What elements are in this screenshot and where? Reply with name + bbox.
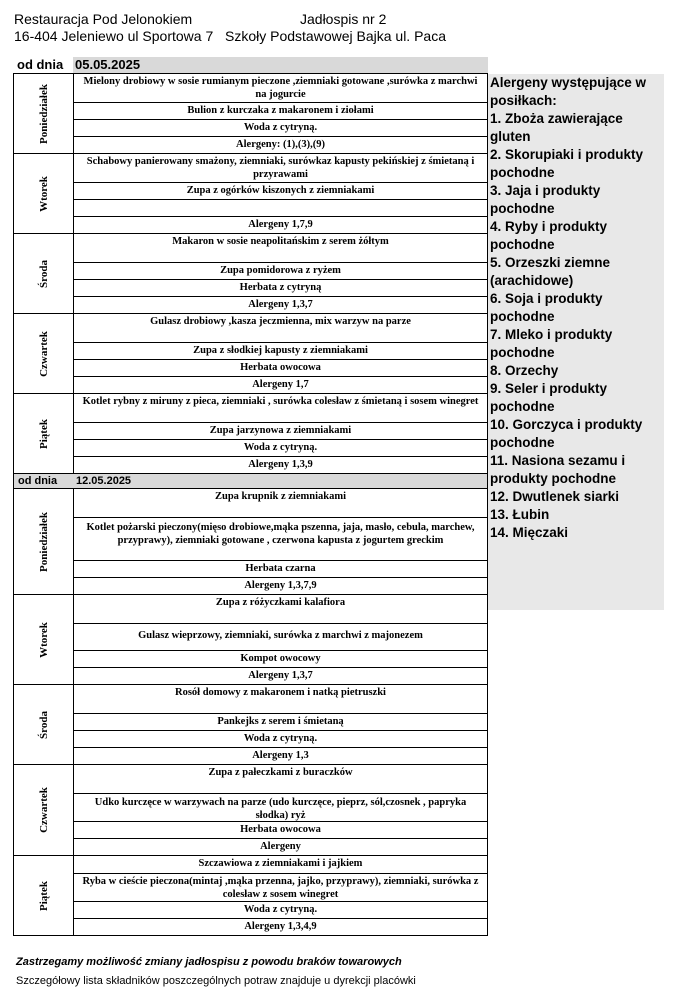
menu-title: Jadłospis nr 2 [300,11,387,27]
day-name: Piątek [37,418,50,449]
day-cell [14,856,74,935]
footer-info: Szczegółowy lista składników poszczególnych potraw znajduje u dyrekcji placówki [16,975,416,987]
week-2-date: 12.05.2025 [76,475,132,487]
drink: Kompot owocowy [74,650,487,667]
soup: Zupa z różyczkami kalafiora [215,597,346,608]
week-1-monday [13,73,488,153]
allergen-item: 11. Nasiona sezamu i produkty pochodne [490,453,626,486]
drink: Woda z cytryną. [74,901,487,918]
soup: Zupa z słodkiej kapusty z ziemniakami [74,342,487,359]
week-2-wednesday [13,684,488,764]
week-1-thursday [13,313,488,393]
allergens-line: Alergeny 1,3 [74,747,487,764]
drink: Herbata owocowa [74,359,487,376]
day-name: Czwartek [37,330,50,377]
restaurant-name: Restauracja Pod Jelonokiem [14,11,193,27]
main-dish: Kotlet pożarski pieczony(mięso drobiowe,mąka pszenna, jaja, masło, cebula, marchew, przyprawy), ziemniaki gotowane , czerwona kapusta z jogurtem greckim [74,517,487,560]
day-cell [14,314,74,393]
week-2-date-row [13,473,488,488]
day-name: Poniedziałek [37,83,50,144]
allergen-item: 12. Dwutlenek siarki [490,489,620,504]
main-dish: Kotlet rybny z miruny z pieca, ziemniaki , surówka colesław z śmietaną i sosem winegret [82,396,479,407]
allergen-item: 9. Seler i produkty pochodne [490,381,608,414]
week-2-monday [13,488,488,594]
day-cell [14,685,74,764]
allergen-item: 4. Ryby i produkty pochodne [490,219,608,252]
day-cell [14,489,74,594]
main-dish: Gulasz drobiowy ,kasza jeczmienna, mix warzyw na parze [150,316,411,327]
drink: Herbata czarna [74,560,487,577]
allergen-item: 1. Zboża zawierające gluten [490,111,623,144]
allergen-item: 14. Mięczaki [490,525,569,540]
footer-note: Zastrzegamy możliwość zmiany jadłospisu z powodu braków towarowych [16,956,402,968]
week-2-thursday [13,764,488,855]
drink: Herbata owocowa [74,821,487,838]
allergens-line: Alergeny 1,3,7 [74,296,487,313]
drink: Herbata z cytryną [74,279,487,296]
day-name: Środa [37,259,50,288]
allergens-line: Alergeny 1,3,9 [74,456,487,473]
allergen-item: 5. Orzeszki ziemne (arachidowe) [490,255,611,288]
day-name: Wtorek [37,175,50,212]
week-1-date: 05.05.2025 [73,57,488,73]
soup: Szczawiowa z ziemniakami i jajkiem [198,858,363,869]
day-name: Poniedziałek [37,511,50,572]
allergen-item: 2. Skorupiaki i produkty pochodne [490,147,644,180]
day-cell [14,394,74,473]
soup: Rosół domowy z makaronem i natką pietruszki [175,687,386,698]
allergen-item: 8. Orzechy [490,363,559,378]
drink [74,199,487,216]
soup: Zupa z ogórków kiszonych z ziemniakami [74,182,487,199]
day-cell [14,595,74,684]
allergens-line: Alergeny [74,838,487,855]
week-1-friday [13,393,488,473]
day-name: Czwartek [37,787,50,833]
allergens-line: Alergeny 1,3,7,9 [74,577,487,594]
soup: Zupa z pałeczkami z buraczków [208,767,353,778]
day-name: Piątek [37,880,50,911]
week-1-wednesday [13,233,488,313]
week-2-friday [13,855,488,936]
school-name: Szkoły Podstawowej Bajka ul. Paca [225,28,446,44]
allergen-item: 6. Soja i produkty pochodne [490,291,603,324]
main-dish: Schabowy panierowany smażony, ziemniaki, surówkaz kapusty pekińskiej z śmietaną i przyrawami [86,156,475,180]
day-cell [14,74,74,153]
restaurant-address: 16-404 Jeleniewo ul Sportowa 7 [14,28,214,44]
allergens-line: Alergeny: (1),(3),(9) [74,136,487,153]
main-dish: Gulasz wieprzowy, ziemniaki, surówka z marchwi z majonezem [74,623,487,650]
allergen-legend [488,74,664,610]
week-2-tuesday [13,594,488,684]
drink: Woda z cytryną. [74,439,487,456]
allergens-line: Alergeny 1,7 [74,376,487,393]
main-dish: Makaron w sosie neapolitańskim z serem żółtym [172,236,389,247]
week-1-date-row [13,57,488,73]
allergen-item: 13. Łubin [490,507,550,522]
day-cell [14,765,74,855]
main-dish: Udko kurczęce w warzywach na parze (udo kurczęce, pieprz, sól,czosnek , papryka słodka) ryż [74,793,487,821]
allergen-item: 3. Jaja i produkty pochodne [490,183,601,216]
day-cell [14,234,74,313]
main-dish: Pankejks z serem i śmietaną [74,713,487,730]
week-1-date-label: od dnia [17,57,64,72]
allergen-item: 10. Gorczyca i produkty pochodne [490,417,643,450]
allergens-line: Alergeny 1,3,4,9 [74,918,487,935]
soup: Zupa pomidorowa z ryżem [74,262,487,279]
soup: Zupa krupnik z ziemniakami [215,491,346,502]
allergens-line: Alergeny 1,3,7 [74,667,487,684]
main-dish: Mielony drobiowy w sosie rumianym pieczone ,ziemniaki gotowane ,surówka z marchwi na jogurcie [83,76,478,100]
drink: Woda z cytryną. [74,730,487,747]
soup: Bulion z kurczaka z makaronem i ziołami [74,102,487,119]
menu-table [13,57,488,936]
day-name: Wtorek [37,621,50,658]
week-1-tuesday [13,153,488,233]
day-cell [14,154,74,233]
allergen-legend-title: Alergeny występujące w posiłkach: [490,75,647,108]
week-2-date-label: od dnia [18,475,58,487]
soup: Zupa jarzynowa z ziemniakami [74,422,487,439]
main-dish: Ryba w cieście pieczona(mintaj ,mąka przenna, jajko, przyprawy), ziemniaki, surówka z colesław z sosem winegret [74,873,487,901]
allergens-line: Alergeny 1,7,9 [74,216,487,233]
allergen-item: 7. Mleko i produkty pochodne [490,327,613,360]
drink: Woda z cytryną. [74,119,487,136]
day-name: Środa [37,710,50,739]
